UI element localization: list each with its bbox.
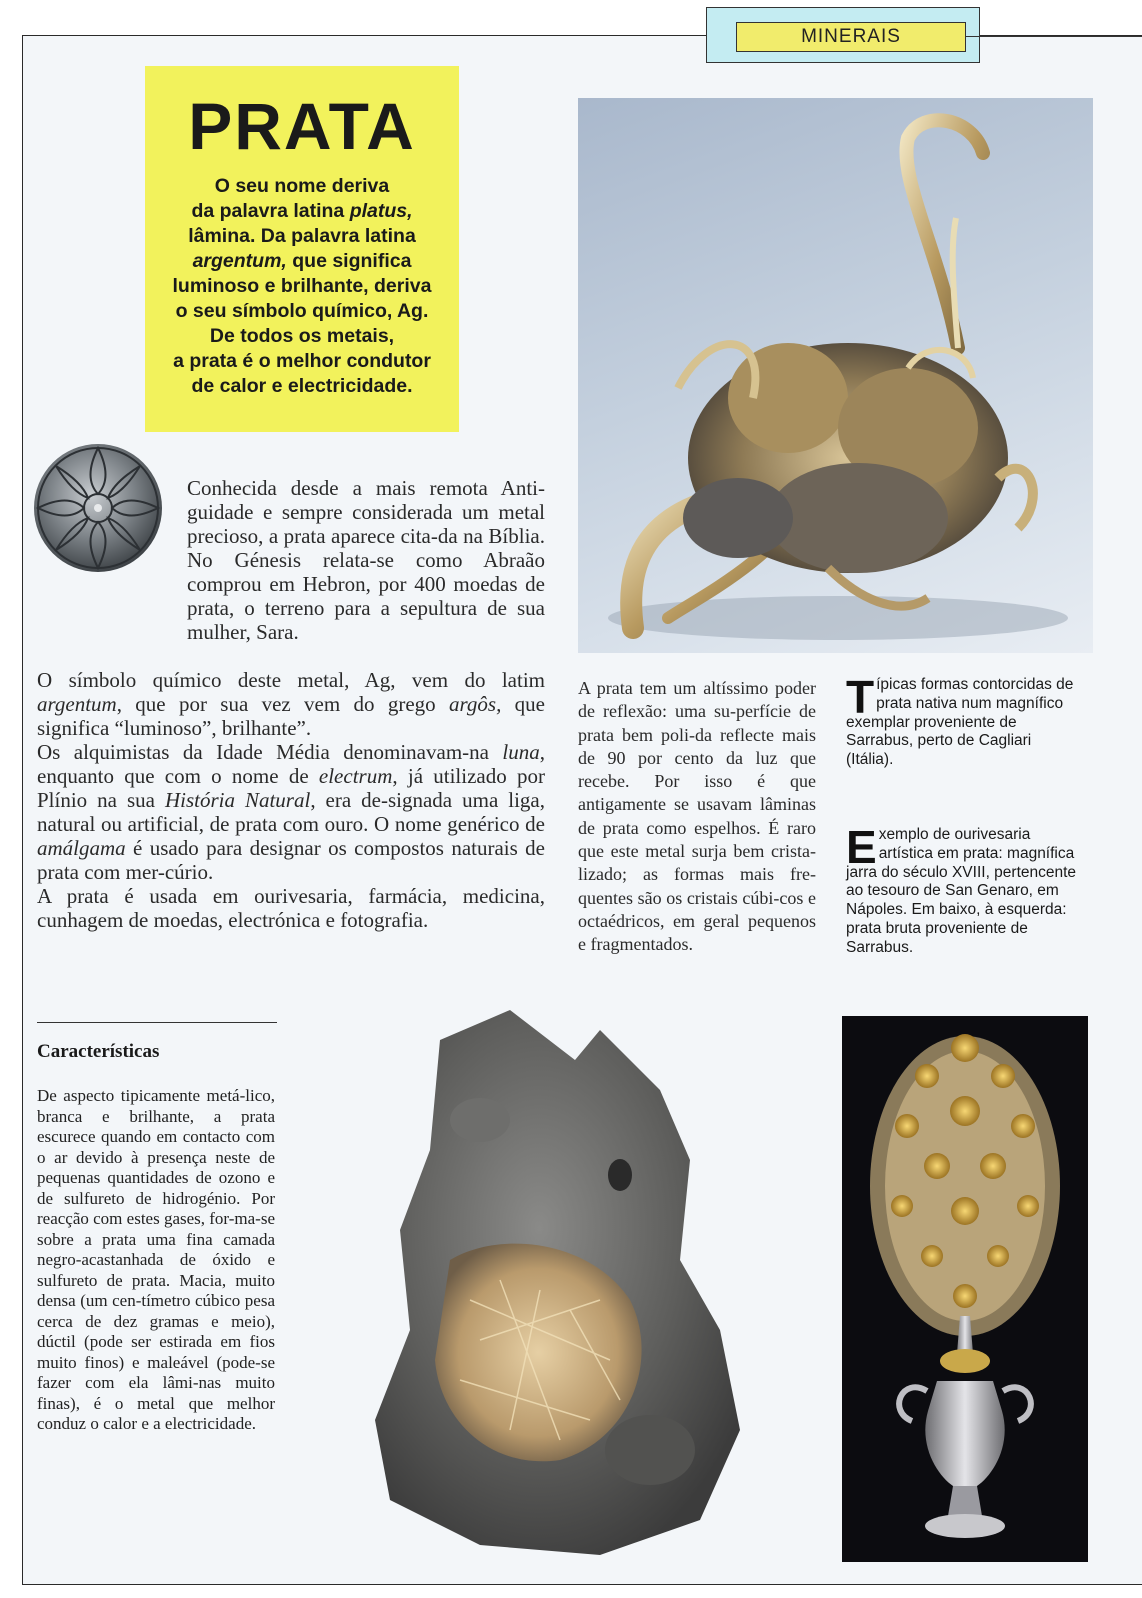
silver-ore-photo	[360, 1000, 755, 1560]
intro-line: que significa	[286, 250, 412, 272]
intro-italic: argentum,	[192, 250, 287, 272]
text-run: , era de-signada uma liga, natural ou artificial, de prata com ouro. O nome genérico de	[37, 788, 545, 836]
page-title: PRATA	[188, 89, 416, 163]
text-italic: argôs,	[449, 692, 502, 716]
text-italic: argentum	[37, 692, 117, 716]
intro-italic: platus,	[349, 200, 413, 222]
characteristics-heading: Características	[37, 1041, 160, 1062]
characteristics-text: De aspecto tipicamente metá-lico, branca e brilhante, a prata escurece quando em contacto com o ar devido à presença neste de pequenas quantidades de ozono e de sulfureto de hidrogénio. Por reacção com estes gases, for-ma-se sobre a prata uma fina camada negro-acastanhada de óxido e sulfureto de prata. Macia, muito densa (um cen-tímetro cúbico pesa cerca de dez gramas e meio), dúctil (pode ser estirada em fios muito finos) e maleável (pode-se fazer com ela lâmi-nas muito finas), é o metal que melhor conduz o calor e a electricidade.	[37, 1086, 276, 1433]
text-run: O símbolo químico deste metal, Ag, vem do latim	[37, 668, 545, 692]
text-run: , já utilizado por Plínio na sua	[37, 764, 545, 812]
body-paragraph	[37, 668, 545, 740]
intro-line: da palavra latina	[191, 200, 350, 222]
silver-jar-photo	[842, 1016, 1088, 1562]
reflection-paragraph: A prata tem um altíssimo poder de reflexão: uma su-perfície de prata bem poli-da reflecte mais de 90 por cento da luz que recebe. Por isso é que antigamente se usavam lâminas de prata como espelhos. É raro que este metal surja bem crista-lizado; as formas mais fre-quentes são os cristais cúbi-cos e octaédricos, em geral pequenos e fragmentados.	[578, 678, 816, 955]
photo-caption-wire	[846, 671, 1076, 770]
text-italic: História Natural	[164, 788, 311, 812]
caption-dropcap: E	[846, 821, 877, 873]
intro-line: luminoso e brilhante, deriva	[172, 275, 432, 297]
body-paragraph: Conhecida desde a mais remota Anti-guidade e sempre considerada um metal precioso, a prata aparece cita-da na Bíblia. No Génesis relata-se como Abraão comprou em Hebron, por 400 moedas de prata, o terreno para a sepultura de sua mulher, Sara.	[187, 476, 545, 644]
section-rule	[37, 1022, 277, 1023]
caption-text: ípicas formas contorcidas de prata nativa num magnífico exemplar proveniente de Sarrabus, perto de Cagliari (Itália).	[846, 676, 1074, 769]
photo-caption-jar	[846, 821, 1086, 958]
text-run: , que por sua vez vem do grego	[116, 692, 450, 716]
intro-text	[155, 174, 449, 399]
header-rule	[966, 36, 1142, 37]
intro-line: o seu símbolo químico, Ag.	[175, 300, 429, 322]
body-paragraph: A prata é usada em ourivesaria, farmácia, medicina, cunhagem de moedas, electrónica e fotografia.	[37, 884, 545, 932]
title-box	[145, 66, 459, 432]
body-paragraph	[37, 740, 545, 884]
caption-dropcap: T	[846, 671, 875, 723]
silver-coin-photo	[28, 438, 168, 578]
intro-line: a prata é o melhor condutor	[173, 350, 431, 372]
text-run: é usado para designar os compostos naturais de prata com mer-cúrio.	[37, 836, 545, 884]
intro-line: O seu nome deriva	[214, 175, 390, 197]
intro-line: de calor e electricidade.	[191, 375, 413, 397]
caption-text: xemplo de ourivesaria artística em prata: magnífica jarra do século XVIII, pertencente ao tesouro de San Genaro, em Nápoles. Em baixo, à esquerda: prata bruta proveniente de Sarrabus.	[846, 826, 1077, 956]
text-italic: luna	[502, 740, 540, 764]
intro-line: De todos os metais,	[209, 325, 395, 347]
text-italic: amálgama	[37, 836, 126, 860]
body-text	[37, 668, 545, 932]
text-run: , enquanto que com o nome de	[37, 740, 545, 788]
text-run: que significa “luminoso”, brilhante”.	[37, 692, 545, 740]
silver-wire-photo	[578, 98, 1093, 653]
body-paragraph-1-block	[187, 476, 545, 644]
text-run: Os alquimistas da Idade Média denominavam-na	[37, 740, 503, 764]
text-italic: electrum	[318, 764, 393, 788]
intro-line: lâmina. Da palavra latina	[188, 225, 416, 247]
section-tab: MINERAIS	[736, 22, 966, 52]
